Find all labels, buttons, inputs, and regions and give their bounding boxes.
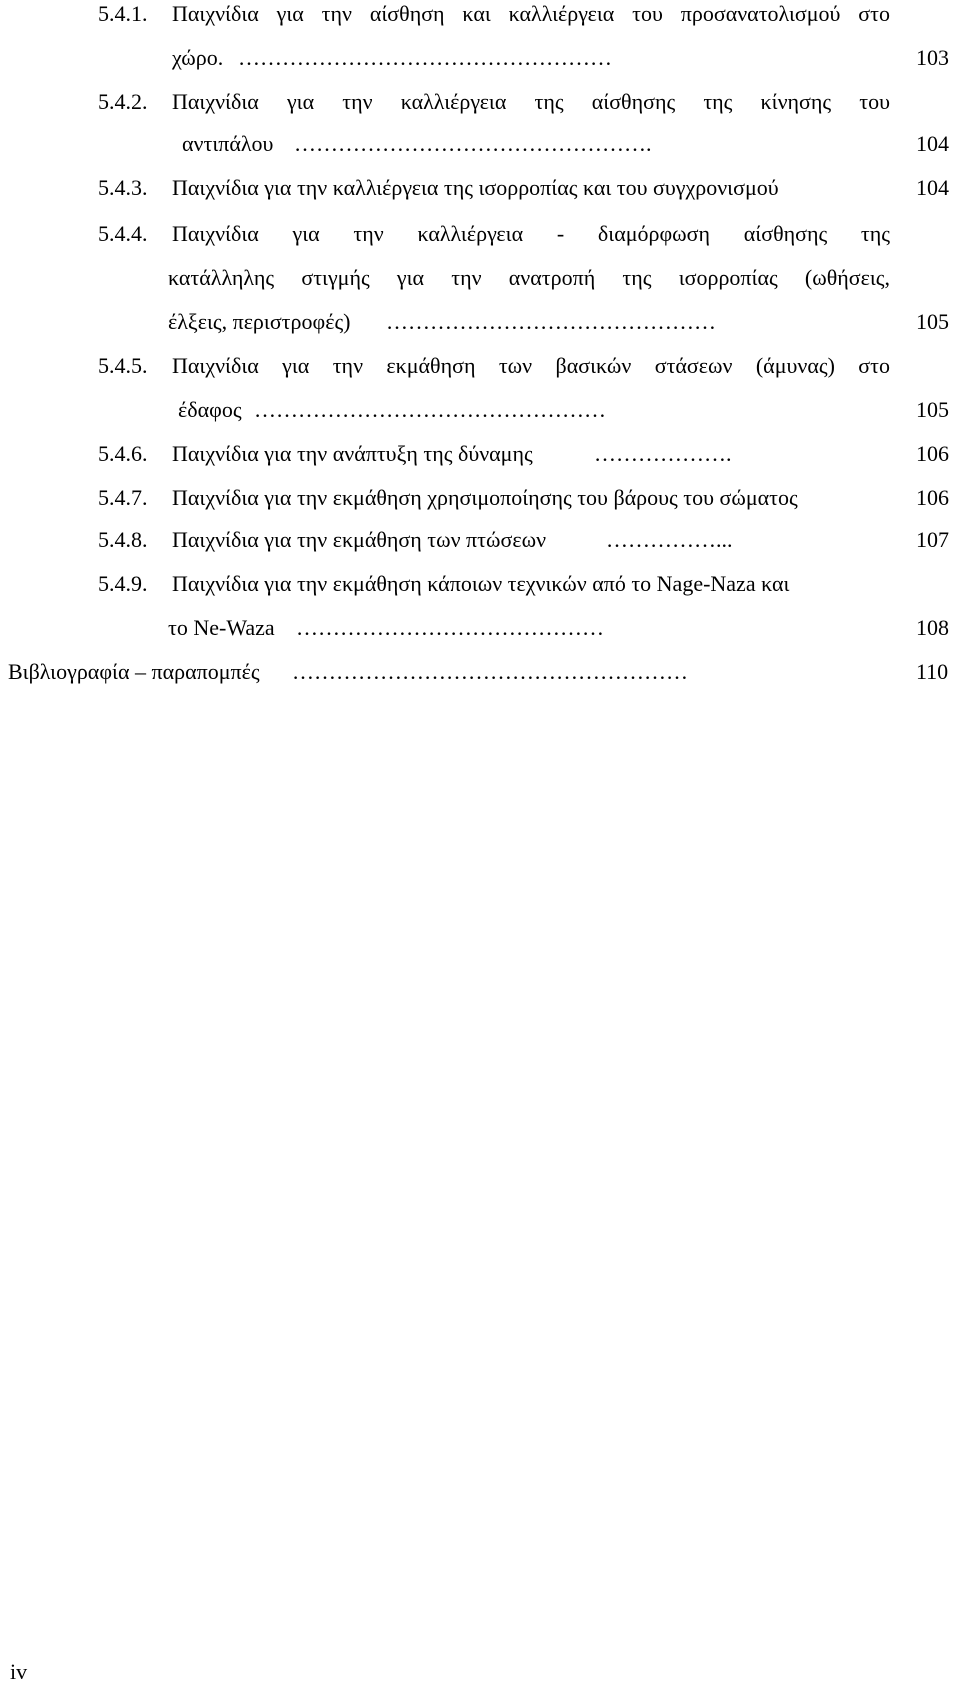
entry-title-cont: αντιπάλου	[182, 131, 274, 156]
entry-title-cont: έλξεις, περιστροφές)	[168, 309, 351, 334]
entry-title: Παιχνίδια για την εκμάθηση των πτώσεων	[172, 527, 547, 552]
entry-number: 5.4.8.	[98, 527, 148, 552]
dot-leader: ………………………………………………	[292, 659, 688, 684]
toc-entry-5-4-5[interactable]	[0, 352, 960, 380]
entry-title: Παιχνίδια για την καλλιέργεια της ισορροπίας και του συγχρονισμού	[172, 175, 779, 200]
entry-number: 5.4.5.	[98, 353, 148, 378]
toc-entry-bibliography[interactable]	[0, 658, 960, 686]
entry-title: Βιβλιογραφία – παραπομπές	[8, 659, 260, 684]
entry-title: Παιχνίδια για την εκμάθηση χρησιμοποίησης του βάρους του σώματος	[172, 485, 798, 510]
entry-number: 5.4.3.	[98, 175, 148, 200]
toc-entry-5-4-4-cont[interactable]	[0, 264, 960, 292]
entry-title-cont: το Ne-Waza	[168, 615, 275, 640]
page-ref: 107	[916, 527, 949, 552]
toc-entry-5-4-1-cont[interactable]	[0, 44, 960, 72]
page-ref: 105	[916, 397, 949, 422]
dot-leader: ………………………………………….	[294, 131, 652, 156]
page-ref: 108	[916, 615, 949, 640]
footer-page-number: iv	[10, 1659, 28, 1684]
entry-number: 5.4.9.	[98, 571, 148, 596]
entry-title: Παιχνίδια για την αίσθηση και καλλιέργεια του προσανατολισμού στο	[172, 1, 890, 26]
toc-entry-5-4-9[interactable]	[0, 570, 960, 598]
entry-number: 5.4.2.	[98, 89, 148, 114]
toc-entry-5-4-4-cont2[interactable]	[0, 308, 960, 336]
dot-leader: …………………………………………	[254, 397, 606, 422]
entry-number: 5.4.1.	[98, 1, 148, 26]
toc-entry-5-4-2[interactable]	[0, 88, 960, 116]
page-ref: 103	[916, 45, 949, 70]
dot-leader: ……………………………………………	[238, 45, 612, 70]
entry-number: 5.4.4.	[98, 221, 148, 246]
dot-leader: ……………………………………	[296, 615, 604, 640]
page-ref: 110	[916, 659, 949, 684]
toc-entry-5-4-2-cont[interactable]	[0, 130, 960, 158]
entry-title-cont: κατάλληλης στιγμής για την ανατροπή της ισορροπίας (ωθήσεις,	[168, 265, 890, 290]
toc-entry-5-4-9-cont[interactable]	[0, 614, 960, 642]
entry-number: 5.4.6.	[98, 441, 148, 466]
dot-leader: ………………………………………	[386, 309, 716, 334]
dot-leader: ……………….	[594, 441, 732, 466]
toc-entry-5-4-8[interactable]	[0, 526, 960, 554]
toc-entry-5-4-1[interactable]	[0, 0, 960, 28]
entry-title: Παιχνίδια για την ανάπτυξη της δύναμης	[172, 441, 533, 466]
toc-entry-5-4-5-cont[interactable]	[0, 396, 960, 424]
page-ref: 106	[916, 441, 949, 466]
page-ref: 106	[916, 485, 949, 510]
toc-entry-5-4-3[interactable]	[0, 174, 960, 202]
entry-title: Παιχνίδια για την εκμάθηση των βασικών στάσεων (άμυνας) στο	[172, 353, 890, 378]
toc-entry-5-4-4[interactable]	[0, 220, 960, 248]
entry-title-cont: έδαφος	[178, 397, 242, 422]
entry-title-cont: χώρο.	[172, 45, 224, 70]
page-ref: 105	[916, 309, 949, 334]
toc-entry-5-4-7[interactable]	[0, 484, 960, 512]
page-ref: 104	[916, 175, 949, 200]
page-ref: 104	[916, 131, 949, 156]
dot-leader: ……………...	[606, 527, 733, 552]
toc-entry-5-4-6[interactable]	[0, 440, 960, 468]
entry-title: Παιχνίδια για την καλλιέργεια της αίσθησης της κίνησης του	[172, 89, 890, 114]
entry-title: Παιχνίδια για την καλλιέργεια - διαμόρφωση αίσθησης της	[172, 221, 890, 246]
entry-number: 5.4.7.	[98, 485, 148, 510]
entry-title: Παιχνίδια για την εκμάθηση κάποιων τεχνικών από το Nage-Naza και	[172, 571, 790, 596]
